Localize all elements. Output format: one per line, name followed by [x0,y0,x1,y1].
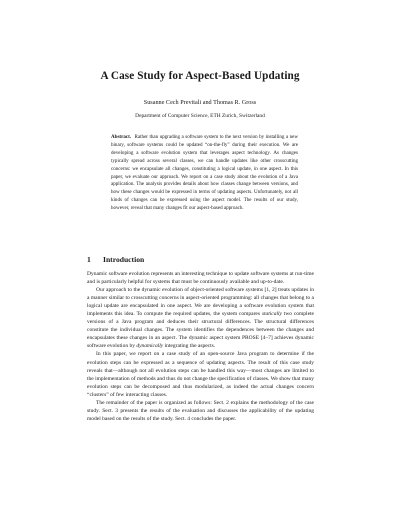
section-heading [87,255,144,264]
introduction-body [87,270,314,423]
paragraph-4: The remainder of the paper is organized as follows: Sect. 2 explains the methodology of the case study. Sect. 3 presents the results of the evaluation and discusses the applicability of the updating model based on the results of the study. Sect. 4 concludes the paper. [87,399,314,422]
paragraph-1: Dynamic software evolution represents an interesting technique to update software systems at run-time and is particularly helpful for systems that must be continuously available and up-to-date. [87,271,314,286]
paragraph-2-part-b: two complete versions of a Java program and deduces their structural differences. The structural differences constitute the individual changes. The system identifies the dependences between the changes and encapsulates these changes in an aspect. The dynamic aspect system PROSE [4–7] achieves dynamic software evolution by [87,311,314,350]
emphasis-statically: statically [261,311,282,318]
emphasis-dynamically: dynamically [136,343,164,350]
section-number: 1 [87,255,91,264]
paragraph-2-part-c: integrating the aspects. [163,343,216,350]
section-title: Introduction [103,255,145,264]
abstract-text: Rather than upgrading a software system to the next version by installing a new binary, software systems could be updated “on-the-fly” during their execution. We are developing a software evolution system that leverages aspect technology. As changes typically spread across several classes, we can handle updates like other crosscutting concerns: we encapsulate all changes, constituting a logical update, in one aspect. In this paper, we evaluate our approach. We report on a case study about the evolution of a Java application. The analysis provides details about how classes change between versions, and how these changes would be expressed in terms of updating aspects. Unfortunately, not all kinds of changes can be expressed using the aspect model. The results of our study, however, reveal that many changes fit our aspect-based approach. [111,134,299,212]
abstract-block [111,134,298,213]
paper-affiliation: Department of Computer Science, ETH Zurich, Switzerland [135,113,265,119]
paper-title: A Case Study for Aspect-Based Updating [100,70,300,82]
abstract-label: Abstract. [111,134,132,140]
paragraph-2-part-a: Our approach to the dynamic evolution of object-oriented software systems [1, 2] treats updates in a manner similar to crosscutting concerns in aspect-oriented programming: all changes that belong to a logical update are encapsulated in one aspect. We are developing a software evolution system that implements this idea. To compute the required updates, the system compares [87,287,314,318]
paragraph-2 [87,286,314,350]
paragraph-3: In this paper, we report on a case study of an open-source Java program to determine if the evolution steps can be expressed as a sequence of updating aspects. The result of this case study reveals that—although not all evolution steps can be handled this way—most changes are limited to the implementation of methods and thus do not change the specification of classes. We show that many evolution steps can be decomposed and thus modularized, as indeed the actual changes concern “clusters” of few interacting classes. [87,351,314,398]
paper-authors: Susanne Cech Previtali and Thomas R. Gross [143,99,257,106]
